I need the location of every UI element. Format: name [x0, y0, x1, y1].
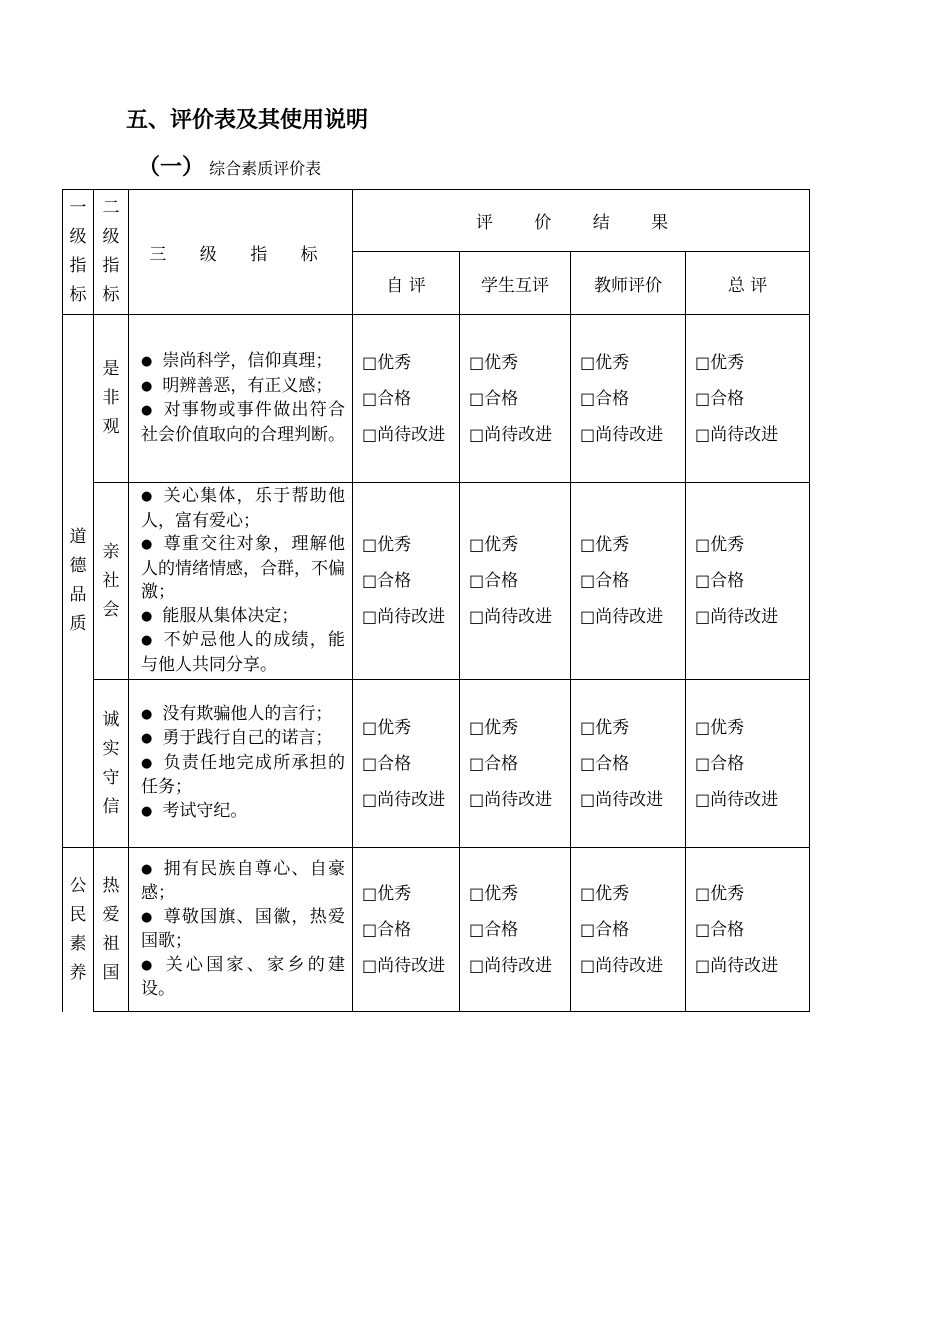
checkbox-label: 优秀 [710, 535, 745, 555]
checkbox-icon[interactable]: □ [695, 388, 711, 408]
checkbox-icon[interactable]: □ [362, 919, 378, 939]
indicator-text: 尊重交往对象，理解他人的情绪情感，合群，不偏激； [141, 534, 345, 602]
indicator-item [141, 485, 345, 533]
indicator-text: 尊敬国旗、国徽，热爱国歌； [141, 906, 345, 951]
checkbox-icon[interactable]: □ [362, 424, 378, 444]
checkbox-label: 优秀 [484, 717, 519, 738]
indicator-item [141, 752, 345, 800]
checkbox-option[interactable] [362, 746, 459, 782]
checkbox-option[interactable] [362, 599, 459, 635]
indicator-text: 崇尚科学，信仰真理； [162, 351, 333, 371]
header-row-1 [63, 190, 810, 252]
checkbox-label: 尚待改进 [710, 789, 779, 810]
vertical-char: 指 [102, 256, 120, 276]
indicator-item [141, 858, 345, 906]
level1-indicator [63, 315, 94, 848]
checkbox-option[interactable] [469, 417, 570, 453]
vertical-char: 二 [102, 198, 120, 218]
checkbox-label: 优秀 [710, 883, 745, 904]
checkbox-option[interactable] [695, 912, 809, 948]
checkbox-option[interactable] [695, 417, 809, 453]
level2-indicator [94, 315, 129, 483]
checkbox-label: 尚待改进 [595, 424, 664, 445]
eval-cell-teacher [571, 680, 686, 848]
eval-cell-self [353, 848, 460, 1012]
checkbox-label: 尚待改进 [484, 607, 553, 627]
bullet-icon: ● [141, 489, 154, 504]
checkbox-icon[interactable]: □ [362, 535, 378, 554]
checkbox-icon[interactable]: □ [695, 789, 711, 809]
checkbox-label: 合格 [484, 753, 519, 774]
header-level2 [94, 190, 129, 315]
checkbox-option[interactable] [695, 527, 809, 563]
checkbox-icon[interactable]: □ [695, 571, 711, 590]
checkbox-label: 优秀 [377, 352, 412, 373]
checkbox-option[interactable] [580, 527, 685, 563]
checkbox-icon[interactable]: □ [580, 919, 596, 939]
checkbox-label: 尚待改进 [484, 789, 553, 810]
checkbox-icon[interactable]: □ [695, 607, 711, 626]
checkbox-label: 尚待改进 [595, 607, 664, 627]
vertical-char: 观 [102, 417, 120, 437]
table-row [63, 680, 810, 848]
checkbox-option[interactable] [580, 417, 685, 453]
checkbox-label: 尚待改进 [710, 424, 779, 445]
checkbox-label: 尚待改进 [484, 955, 553, 976]
checkbox-icon[interactable]: □ [469, 789, 485, 809]
checkbox-label: 尚待改进 [377, 955, 446, 976]
checkbox-label: 尚待改进 [377, 789, 446, 810]
vertical-char: 守 [102, 767, 120, 788]
table-row [63, 848, 810, 1012]
checkbox-label: 优秀 [377, 717, 412, 738]
vertical-char: 民 [69, 904, 87, 925]
checkbox-icon[interactable]: □ [580, 717, 596, 737]
header-teacher-eval: 教师评价 [571, 252, 686, 315]
checkbox-option[interactable] [695, 563, 809, 599]
checkbox-icon[interactable]: □ [469, 571, 485, 590]
indicator-item [141, 703, 345, 728]
checkbox-icon[interactable]: □ [469, 535, 485, 554]
vertical-char: 指 [69, 256, 87, 276]
level3-indicators [129, 848, 353, 1012]
checkbox-label: 尚待改进 [377, 424, 446, 445]
bullet-icon: ● [141, 803, 153, 819]
level2-indicator [94, 680, 129, 848]
indicator-text: 关心国家、家乡的建设。 [141, 954, 346, 999]
checkbox-option[interactable] [695, 948, 809, 984]
checkbox-option[interactable] [362, 876, 459, 912]
checkbox-label: 尚待改进 [595, 789, 664, 810]
checkbox-label: 优秀 [484, 883, 519, 904]
level3-indicators [129, 315, 353, 483]
checkbox-option[interactable] [362, 527, 459, 563]
table-title [138, 150, 321, 181]
vertical-char: 会 [102, 599, 120, 620]
bullet-icon: ● [141, 861, 154, 877]
bullet-icon: ● [141, 706, 153, 722]
checkbox-option[interactable] [362, 417, 459, 453]
checkbox-option[interactable] [469, 527, 570, 563]
checkbox-label: 合格 [377, 753, 412, 774]
indicator-item [141, 605, 345, 630]
header-result: 评 价 结 果 [353, 190, 810, 252]
vertical-char: 养 [69, 962, 87, 983]
checkbox-label: 合格 [595, 919, 630, 940]
indicator-item [141, 399, 345, 447]
checkbox-option[interactable] [362, 345, 459, 381]
bullet-icon: ● [141, 633, 154, 648]
checkbox-option[interactable] [469, 563, 570, 599]
checkbox-option[interactable] [580, 782, 685, 818]
checkbox-icon[interactable]: □ [695, 535, 711, 554]
checkbox-label: 优秀 [595, 717, 630, 738]
checkbox-icon[interactable]: □ [362, 717, 378, 737]
checkbox-icon[interactable]: □ [580, 388, 596, 408]
checkbox-option[interactable] [580, 381, 685, 417]
checkbox-icon[interactable]: □ [580, 535, 596, 554]
vertical-char: 非 [102, 388, 120, 408]
indicator-text: 对事物或事件做出符合社会价值取向的合理判断。 [141, 400, 345, 445]
level3-indicators [129, 680, 353, 848]
checkbox-option[interactable] [469, 746, 570, 782]
checkbox-option[interactable] [580, 948, 685, 984]
vertical-char: 爱 [102, 904, 120, 925]
indicator-item [141, 375, 345, 400]
indicator-item [141, 800, 345, 825]
vertical-char: 实 [102, 738, 120, 759]
header-self-eval: 自 评 [353, 252, 460, 315]
level2-indicator [94, 848, 129, 1012]
checkbox-option[interactable] [469, 876, 570, 912]
checkbox-icon[interactable]: □ [362, 388, 378, 408]
checkbox-option[interactable] [695, 345, 809, 381]
checkbox-icon[interactable]: □ [362, 883, 378, 903]
vertical-char: 品 [69, 585, 87, 605]
subsection-number: （一） [138, 155, 205, 180]
checkbox-label: 优秀 [595, 352, 630, 373]
evaluation-table [62, 189, 810, 1012]
checkbox-label: 优秀 [595, 535, 630, 555]
checkbox-option[interactable] [469, 345, 570, 381]
checkbox-option[interactable] [362, 563, 459, 599]
checkbox-label: 尚待改进 [710, 607, 779, 627]
checkbox-label: 尚待改进 [377, 607, 446, 627]
checkbox-label: 合格 [595, 388, 630, 409]
section-heading: 五、评价表及其使用说明 [126, 108, 369, 133]
checkbox-option[interactable] [695, 710, 809, 746]
eval-cell-peer [460, 848, 571, 1012]
indicator-text: 明辨善恶，有正义感； [162, 375, 333, 396]
eval-cell-self [353, 680, 460, 848]
checkbox-icon[interactable]: □ [362, 753, 378, 773]
eval-cell-peer [460, 680, 571, 848]
indicator-item [141, 629, 345, 677]
vertical-char: 质 [69, 614, 87, 634]
checkbox-label: 合格 [377, 919, 412, 940]
checkbox-option[interactable] [695, 876, 809, 912]
eval-cell-peer [460, 315, 571, 483]
level2-indicator [94, 483, 129, 680]
vertical-char: 热 [102, 875, 120, 896]
indicator-text: 没有欺骗他人的言行； [162, 703, 333, 724]
checkbox-icon[interactable]: □ [695, 753, 711, 773]
checkbox-label: 尚待改进 [484, 424, 553, 445]
bullet-icon: ● [141, 608, 153, 624]
checkbox-icon[interactable]: □ [695, 883, 711, 903]
checkbox-option[interactable] [362, 948, 459, 984]
checkbox-label: 优秀 [710, 717, 745, 738]
vertical-char: 级 [69, 227, 87, 247]
vertical-char: 国 [102, 962, 120, 983]
checkbox-icon[interactable]: □ [580, 571, 596, 590]
vertical-char: 祖 [102, 933, 120, 954]
indicator-text: 考试守纪。 [162, 800, 248, 821]
vertical-char: 标 [69, 285, 87, 305]
checkbox-icon[interactable]: □ [469, 955, 485, 975]
checkbox-icon[interactable]: □ [580, 883, 596, 903]
checkbox-label: 优秀 [595, 883, 630, 904]
vertical-char: 德 [69, 556, 87, 576]
bullet-icon: ● [141, 755, 154, 771]
bullet-icon: ● [141, 354, 153, 369]
eval-cell-total [686, 483, 810, 680]
checkbox-option[interactable] [580, 345, 685, 381]
checkbox-icon[interactable]: □ [362, 352, 378, 372]
indicator-text: 关心集体，乐于帮助他人，富有爱心； [141, 486, 345, 531]
bullet-icon: ● [141, 378, 153, 394]
checkbox-icon[interactable]: □ [469, 717, 485, 737]
checkbox-option[interactable] [469, 782, 570, 818]
checkbox-icon[interactable]: □ [695, 919, 711, 939]
checkbox-option[interactable] [469, 710, 570, 746]
vertical-char: 标 [102, 285, 120, 305]
checkbox-option[interactable] [695, 746, 809, 782]
checkbox-option[interactable] [580, 912, 685, 948]
eval-cell-total [686, 315, 810, 483]
checkbox-option[interactable] [580, 599, 685, 635]
bullet-icon: ● [141, 537, 154, 552]
eval-cell-teacher [571, 315, 686, 483]
header-level3: 三 级 指 标 [129, 190, 353, 315]
vertical-char: 素 [69, 933, 87, 954]
checkbox-label: 合格 [484, 388, 519, 409]
level1-indicator [63, 848, 94, 1012]
checkbox-label: 尚待改进 [710, 955, 779, 976]
checkbox-label: 合格 [710, 571, 745, 591]
checkbox-label: 合格 [710, 388, 745, 409]
vertical-char: 是 [102, 359, 120, 379]
level3-indicators [129, 483, 353, 680]
indicator-text: 负责任地完成所承担的任务； [141, 752, 345, 798]
checkbox-option[interactable] [469, 599, 570, 635]
checkbox-icon[interactable]: □ [469, 388, 485, 408]
bullet-icon: ● [141, 909, 154, 925]
checkbox-icon[interactable]: □ [695, 717, 711, 737]
checkbox-option[interactable] [362, 912, 459, 948]
checkbox-option[interactable] [362, 782, 459, 818]
checkbox-icon[interactable]: □ [580, 424, 596, 444]
checkbox-icon[interactable]: □ [580, 352, 596, 372]
checkbox-icon[interactable]: □ [580, 607, 596, 626]
eval-cell-teacher [571, 848, 686, 1012]
checkbox-option[interactable] [695, 782, 809, 818]
vertical-char: 亲 [102, 541, 120, 562]
checkbox-option[interactable] [469, 381, 570, 417]
indicator-text: 能服从集体决定； [162, 605, 299, 626]
vertical-char: 诚 [102, 709, 120, 730]
vertical-char: 社 [102, 570, 120, 591]
indicator-item [141, 727, 345, 752]
checkbox-option[interactable] [580, 746, 685, 782]
checkbox-label: 合格 [595, 753, 630, 774]
bullet-icon: ● [141, 731, 153, 747]
checkbox-icon[interactable]: □ [469, 883, 485, 903]
indicator-item [141, 350, 345, 375]
checkbox-option[interactable] [695, 381, 809, 417]
indicator-text: 拥有民族自尊心、自豪感； [141, 858, 345, 903]
checkbox-option[interactable] [580, 563, 685, 599]
checkbox-option[interactable] [695, 599, 809, 635]
indicator-item [141, 906, 345, 954]
checkbox-icon[interactable]: □ [469, 753, 485, 773]
checkbox-icon[interactable]: □ [362, 789, 378, 809]
bullet-icon: ● [141, 403, 154, 418]
checkbox-icon[interactable]: □ [469, 424, 485, 444]
table-row [63, 315, 810, 483]
indicator-text: 不妒忌他人的成绩，能与他人共同分享。 [141, 630, 345, 675]
checkbox-label: 合格 [377, 388, 412, 409]
table-title-text: 综合素质评价表 [209, 159, 322, 178]
checkbox-icon[interactable]: □ [580, 955, 596, 975]
checkbox-icon[interactable]: □ [362, 607, 378, 626]
checkbox-icon[interactable]: □ [580, 789, 596, 809]
vertical-char: 公 [69, 875, 87, 896]
vertical-char: 一 [69, 198, 87, 218]
checkbox-label: 合格 [484, 571, 519, 591]
eval-cell-teacher [571, 483, 686, 680]
indicator-text: 勇于践行自己的诺言； [162, 728, 333, 749]
eval-cell-self [353, 483, 460, 680]
checkbox-option[interactable] [580, 710, 685, 746]
checkbox-option[interactable] [469, 948, 570, 984]
checkbox-icon[interactable]: □ [695, 955, 711, 975]
checkbox-label: 合格 [710, 919, 745, 940]
checkbox-icon[interactable]: □ [362, 571, 378, 590]
checkbox-label: 合格 [710, 753, 745, 774]
checkbox-icon[interactable]: □ [695, 424, 711, 444]
checkbox-label: 合格 [377, 571, 412, 591]
checkbox-option[interactable] [469, 912, 570, 948]
bullet-icon: ● [141, 957, 156, 973]
vertical-char: 道 [69, 527, 87, 547]
checkbox-option[interactable] [580, 876, 685, 912]
eval-cell-self [353, 315, 460, 483]
checkbox-option[interactable] [362, 381, 459, 417]
checkbox-icon[interactable]: □ [469, 607, 485, 626]
checkbox-option[interactable] [362, 710, 459, 746]
checkbox-icon[interactable]: □ [362, 955, 378, 975]
indicator-item [141, 954, 345, 1002]
checkbox-label: 优秀 [377, 535, 412, 555]
eval-cell-peer [460, 483, 571, 680]
checkbox-icon[interactable]: □ [695, 352, 711, 372]
table-row [63, 483, 810, 680]
vertical-char: 信 [102, 796, 120, 817]
indicator-item [141, 533, 345, 605]
checkbox-icon[interactable]: □ [469, 352, 485, 372]
header-total-eval: 总 评 [686, 252, 810, 315]
checkbox-label: 尚待改进 [595, 955, 664, 976]
header-peer-eval: 学生互评 [460, 252, 571, 315]
eval-cell-total [686, 680, 810, 848]
checkbox-label: 优秀 [484, 535, 519, 555]
checkbox-label: 优秀 [377, 883, 412, 904]
header-level1 [63, 190, 94, 315]
eval-cell-total [686, 848, 810, 1012]
checkbox-label: 优秀 [710, 352, 745, 373]
checkbox-label: 合格 [595, 571, 630, 591]
checkbox-label: 优秀 [484, 352, 519, 373]
checkbox-icon[interactable]: □ [580, 753, 596, 773]
vertical-char: 级 [102, 227, 120, 247]
checkbox-label: 合格 [484, 919, 519, 940]
checkbox-icon[interactable]: □ [469, 919, 485, 939]
